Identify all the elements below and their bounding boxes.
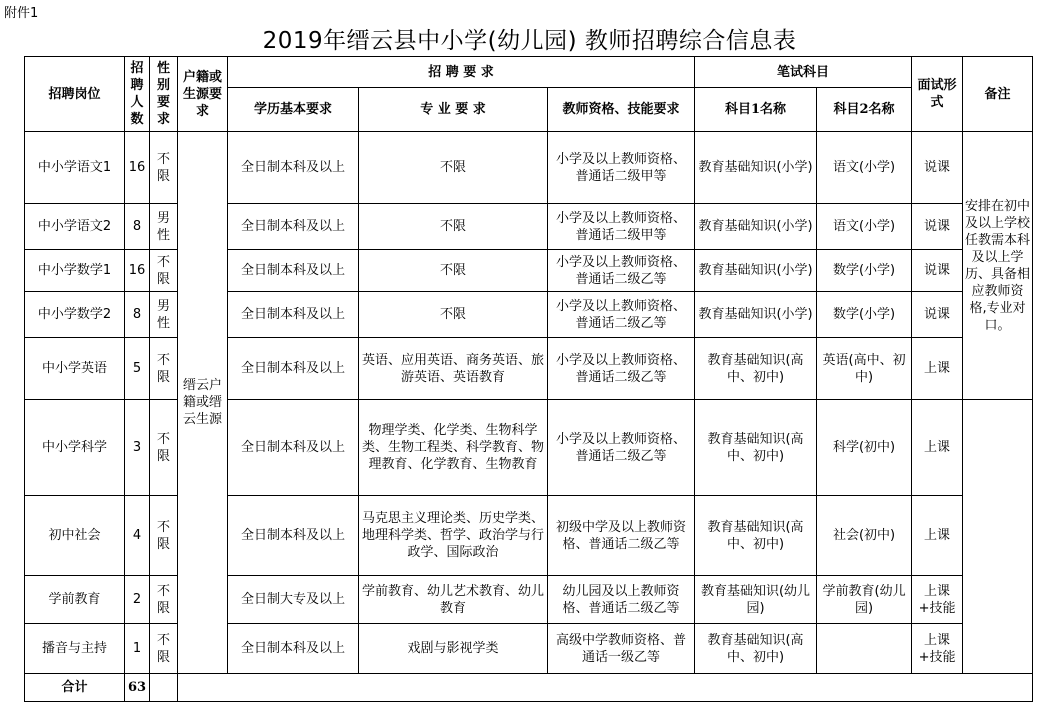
- cell-subject1: 教育基础知识(小学): [695, 250, 817, 292]
- attachment-label: 附件1: [4, 6, 39, 21]
- cell-count: 2: [125, 576, 150, 624]
- cell-subject2: 数学(小学): [817, 250, 912, 292]
- cell-count: 8: [125, 292, 150, 338]
- cell-interview: 说课: [912, 204, 963, 250]
- cell-post: 学前教育: [25, 576, 125, 624]
- cell-education: 全日制本科及以上: [228, 292, 359, 338]
- recruitment-table: [24, 56, 1033, 702]
- cell-qualification: 幼儿园及以上教师资格、普通话二级乙等: [548, 576, 695, 624]
- cell-subject1: 教育基础知识(小学): [695, 132, 817, 204]
- cell-empty-wide: [178, 674, 1033, 702]
- header-gender: 性别要求: [150, 57, 178, 132]
- cell-interview: 说课: [912, 132, 963, 204]
- cell-count: 5: [125, 338, 150, 400]
- cell-major: 物理学类、化学类、生物科学类、生物工程类、科学教育、物理教育、化学教育、生物教育: [359, 400, 548, 496]
- cell-interview: 说课: [912, 250, 963, 292]
- cell-qualification: 小学及以上教师资格、普通话二级乙等: [548, 338, 695, 400]
- cell-post: 中小学科学: [25, 400, 125, 496]
- cell-subject1: 教育基础知识(高中、初中): [695, 400, 817, 496]
- page-title: 2019年缙云县中小学(幼儿园) 教师招聘综合信息表: [262, 28, 797, 54]
- cell-empty: [150, 674, 178, 702]
- cell-qualification: 高级中学教师资格、普通话一级乙等: [548, 624, 695, 674]
- cell-subject2: 数学(小学): [817, 292, 912, 338]
- cell-post: 播音与主持: [25, 624, 125, 674]
- cell-qualification: 小学及以上教师资格、普通话二级乙等: [548, 400, 695, 496]
- cell-subject1: 教育基础知识(小学): [695, 292, 817, 338]
- table-row: [25, 576, 1033, 624]
- header-interview: 面试形式: [912, 57, 963, 132]
- cell-subject1: 教育基础知识(高中、初中): [695, 338, 817, 400]
- cell-remarks-empty: [963, 400, 1033, 674]
- cell-subject2: 英语(高中、初中): [817, 338, 912, 400]
- cell-gender: 不限: [150, 250, 178, 292]
- cell-subject2: 科学(初中): [817, 400, 912, 496]
- header-remarks: 备注: [963, 57, 1033, 132]
- cell-major: 不限: [359, 132, 548, 204]
- cell-major: 不限: [359, 292, 548, 338]
- table-row: [25, 204, 1033, 250]
- cell-subject2: 语文(小学): [817, 204, 912, 250]
- cell-education: 全日制大专及以上: [228, 576, 359, 624]
- cell-count: 1: [125, 624, 150, 674]
- header-qualification: 教师资格、技能要求: [548, 88, 695, 132]
- cell-education: 全日制本科及以上: [228, 250, 359, 292]
- header-subject1: 科目1名称: [695, 88, 817, 132]
- cell-education: 全日制本科及以上: [228, 496, 359, 576]
- cell-qualification: 小学及以上教师资格、普通话二级乙等: [548, 292, 695, 338]
- cell-post: 中小学英语: [25, 338, 125, 400]
- cell-gender: 不限: [150, 132, 178, 204]
- cell-qualification: 小学及以上教师资格、普通话二级乙等: [548, 250, 695, 292]
- cell-subject1: 教育基础知识(高中、初中): [695, 624, 817, 674]
- header-row-1: [25, 57, 1033, 88]
- header-count: 招聘人数: [125, 57, 150, 132]
- cell-education: 全日制本科及以上: [228, 338, 359, 400]
- cell-major: 马克思主义理论类、历史学类、地理科学类、哲学、政治学与行政学、国际政治: [359, 496, 548, 576]
- cell-interview: 上课+技能: [912, 576, 963, 624]
- cell-qualification: 小学及以上教师资格、普通话二级甲等: [548, 204, 695, 250]
- cell-interview: 上课+技能: [912, 624, 963, 674]
- cell-qualification: 初级中学及以上教师资格、普通话二级乙等: [548, 496, 695, 576]
- cell-count: 3: [125, 400, 150, 496]
- cell-gender: 不限: [150, 338, 178, 400]
- cell-subject2: 语文(小学): [817, 132, 912, 204]
- cell-interview: 说课: [912, 292, 963, 338]
- cell-post: 中小学数学1: [25, 250, 125, 292]
- cell-post: 中小学语文1: [25, 132, 125, 204]
- cell-interview: 上课: [912, 496, 963, 576]
- table-row: [25, 292, 1033, 338]
- cell-count: 8: [125, 204, 150, 250]
- cell-gender: 不限: [150, 576, 178, 624]
- total-value: 63: [125, 674, 150, 702]
- cell-post: 中小学语文2: [25, 204, 125, 250]
- cell-major: 不限: [359, 204, 548, 250]
- header-requirements: 招 聘 要 求: [228, 57, 695, 88]
- table-row: [25, 250, 1033, 292]
- total-row: [25, 674, 1033, 702]
- total-label: 合计: [25, 674, 125, 702]
- header-post: 招聘岗位: [25, 57, 125, 132]
- table-row: [25, 496, 1033, 576]
- cell-education: 全日制本科及以上: [228, 624, 359, 674]
- cell-education: 全日制本科及以上: [228, 204, 359, 250]
- cell-subject1: 教育基础知识(高中、初中): [695, 496, 817, 576]
- cell-qualification: 小学及以上教师资格、普通话二级甲等: [548, 132, 695, 204]
- header-subject2: 科目2名称: [817, 88, 912, 132]
- cell-hukou: 缙云户籍或缙云生源: [178, 132, 228, 674]
- header-education: 学历基本要求: [228, 88, 359, 132]
- cell-remarks: 安排在初中及以上学校任教需本科及以上学历、具备相应教师资格,专业对口。: [963, 132, 1033, 400]
- cell-major: 学前教育、幼儿艺术教育、幼儿教育: [359, 576, 548, 624]
- cell-interview: 上课: [912, 400, 963, 496]
- cell-subject2: 社会(初中): [817, 496, 912, 576]
- cell-interview: 上课: [912, 338, 963, 400]
- cell-gender: 不限: [150, 400, 178, 496]
- cell-gender: 不限: [150, 624, 178, 674]
- cell-subject1: 教育基础知识(小学): [695, 204, 817, 250]
- cell-count: 16: [125, 132, 150, 204]
- cell-subject2: [817, 624, 912, 674]
- cell-education: 全日制本科及以上: [228, 400, 359, 496]
- cell-post: 中小学数学2: [25, 292, 125, 338]
- table-row: [25, 132, 1033, 204]
- table-row: [25, 624, 1033, 674]
- cell-education: 全日制本科及以上: [228, 132, 359, 204]
- cell-subject1: 教育基础知识(幼儿园): [695, 576, 817, 624]
- cell-major: 不限: [359, 250, 548, 292]
- cell-subject2: 学前教育(幼儿园): [817, 576, 912, 624]
- header-major: 专 业 要 求: [359, 88, 548, 132]
- cell-count: 4: [125, 496, 150, 576]
- cell-gender: 男性: [150, 292, 178, 338]
- cell-major: 英语、应用英语、商务英语、旅游英语、英语教育: [359, 338, 548, 400]
- table-row: [25, 400, 1033, 496]
- cell-major: 戏剧与影视学类: [359, 624, 548, 674]
- header-written-exam: 笔试科目: [695, 57, 912, 88]
- cell-gender: 不限: [150, 496, 178, 576]
- header-hukou: 户籍或生源要求: [178, 57, 228, 132]
- cell-post: 初中社会: [25, 496, 125, 576]
- table-row: [25, 338, 1033, 400]
- cell-count: 16: [125, 250, 150, 292]
- cell-gender: 男性: [150, 204, 178, 250]
